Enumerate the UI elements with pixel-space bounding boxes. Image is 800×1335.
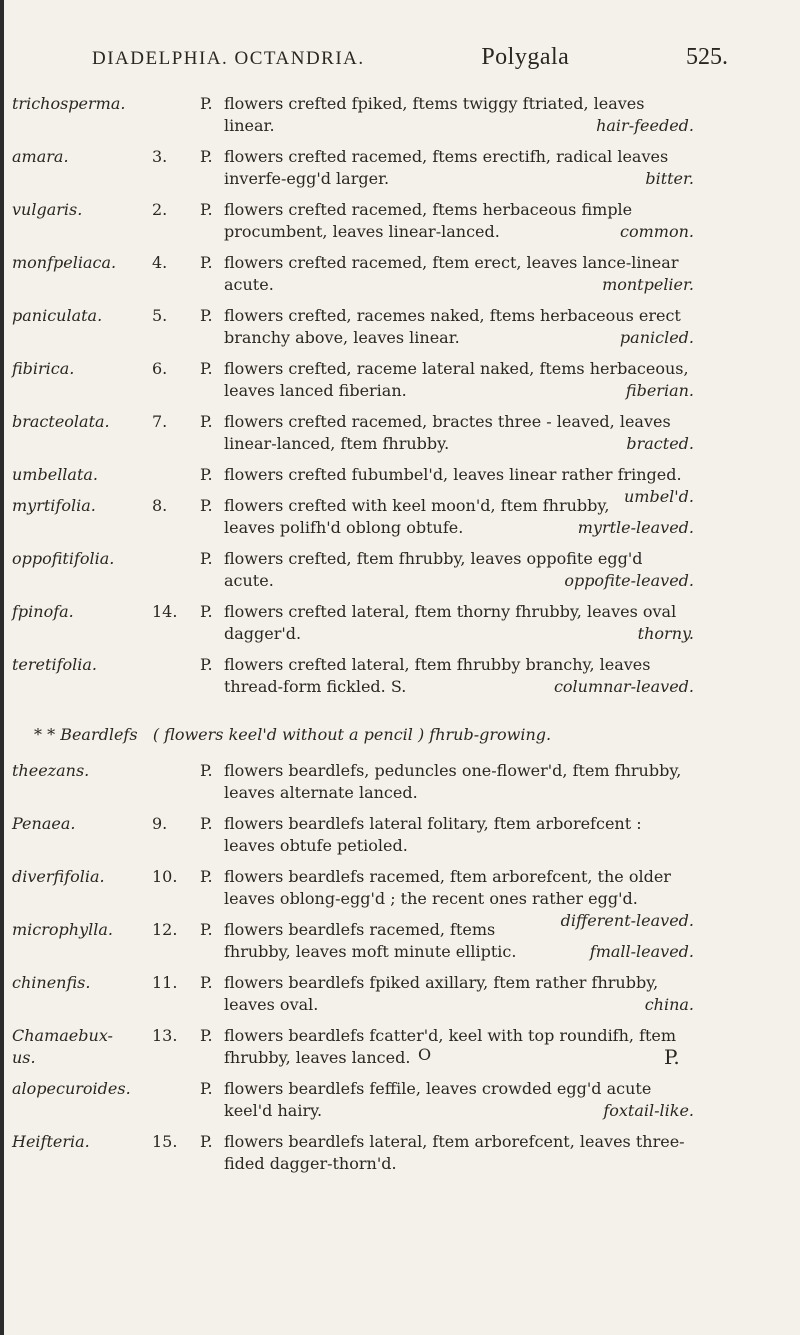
- species-entry: [0, 305, 800, 349]
- species-entry: [0, 972, 800, 1016]
- species-number: 14.: [152, 602, 178, 621]
- english-name: different-leaved.: [560, 911, 694, 930]
- species-description: flowers crefted racemed, ftems erectifh, radical leaves inverfe-egg'd larger. bitter.: [224, 147, 694, 188]
- species-entry: [0, 252, 800, 296]
- species-entry: [0, 1025, 800, 1069]
- genus-abbrev: P.: [200, 253, 213, 272]
- signature-mark: O: [418, 1045, 432, 1064]
- species-entry: [0, 1131, 800, 1175]
- species-name: fpinofa. 14.: [12, 602, 178, 621]
- genus-abbrev: P.: [200, 1132, 213, 1151]
- species-entry: [0, 199, 800, 243]
- english-name: bracted.: [626, 434, 694, 453]
- species-entry: [0, 654, 800, 698]
- species-name: oppofitifolia.: [12, 549, 115, 568]
- english-name: montpelier.: [602, 275, 694, 294]
- species-name: Heifteria. 15.: [12, 1132, 178, 1151]
- species-entry: [0, 93, 800, 137]
- species-name: Chamaebux- 13. us.: [12, 1026, 178, 1067]
- species-name: microphylla. 12.: [12, 920, 178, 939]
- english-name: thorny.: [637, 624, 694, 643]
- species-description: flowers crefted lateral, ftem fhrubby branchy, leaves thread-form fickled. S. columnar-leaved.: [224, 655, 694, 696]
- species-entry: [0, 919, 800, 963]
- species-description: flowers beardlefs racemed, ftems fhrubby, leaves moft minute elliptic. fmall-leaved.: [224, 920, 694, 961]
- species-name: amara. 3.: [12, 147, 168, 166]
- section-title: Beardlefs: [60, 725, 138, 744]
- species-description: flowers beardlefs lateral, ftem arborefcent, leaves three-fided dagger-thorn'd.: [224, 1132, 685, 1173]
- species-list: [0, 93, 800, 1184]
- species-description: flowers crefted lateral, ftem thorny fhrubby, leaves oval dagger'd. thorny.: [224, 602, 694, 643]
- catchword: P.: [664, 1045, 680, 1069]
- species-name: paniculata. 5.: [12, 306, 168, 325]
- english-name: hair-feeded.: [596, 116, 694, 135]
- species-number: 2.: [152, 200, 168, 219]
- species-name: umbellata.: [12, 465, 99, 484]
- english-name: common.: [620, 222, 694, 241]
- species-number: 9.: [152, 814, 168, 833]
- species-description: flowers beardlefs racemed, ftem arborefcent, the older leaves oblong-egg'd ; the recent ones rather egg'd. different-leaved.: [224, 867, 694, 930]
- genus-abbrev: P.: [200, 814, 213, 833]
- english-name: fiberian.: [625, 381, 694, 400]
- species-entry: [0, 601, 800, 645]
- species-name: diverfifolia. 10.: [12, 867, 178, 886]
- genus-abbrev: P.: [200, 465, 213, 484]
- species-description: flowers crefted fubumbel'd, leaves linear rather fringed. umbel'd.: [224, 465, 694, 506]
- species-entry: [0, 760, 800, 804]
- section-heading: * * Beardlefs ( flowers keel'd without a pencil ) fhrub-growing.: [34, 725, 552, 744]
- species-description: flowers crefted, ftem fhrubby, leaves oppofite egg'd acute. oppofite-leaved.: [224, 549, 694, 590]
- beardless-species: [0, 760, 800, 1184]
- species-entry: [0, 548, 800, 592]
- genus-abbrev: P.: [200, 200, 213, 219]
- species-description: flowers beardlefs fpiked axillary, ftem rather fhrubby, leaves oval. china.: [224, 973, 694, 1014]
- genus-abbrev: P.: [200, 94, 213, 113]
- species-description: flowers crefted racemed, ftem erect, leaves lance-linear acute. montpelier.: [224, 253, 694, 294]
- genus-abbrev: P.: [200, 867, 213, 886]
- genus-abbrev: P.: [200, 602, 213, 621]
- species-name: teretifolia.: [12, 655, 97, 674]
- species-description: flowers crefted fpiked, ftems twiggy ftriated, leaves linear. hair-feeded.: [224, 94, 694, 135]
- genus-abbrev: P.: [200, 973, 213, 992]
- species-description: flowers crefted, raceme lateral naked, ftems herbaceous, leaves lanced fiberian. fiberian.: [224, 359, 694, 400]
- species-name: monfpeliaca. 4.: [12, 253, 168, 272]
- running-title: DIADELPHIA. OCTANDRIA.: [92, 48, 365, 69]
- english-name: oppofite-leaved.: [564, 571, 694, 590]
- species-name: alopecuroides.: [12, 1079, 131, 1098]
- species-name: myrtifolia. 8.: [12, 496, 168, 515]
- species-number: 7.: [152, 412, 168, 431]
- section-note: ( flowers keel'd without a pencil ) fhrub-growing.: [152, 725, 552, 744]
- species-entry: [0, 146, 800, 190]
- genus-abbrev: P.: [200, 1079, 213, 1098]
- genus-abbrev: P.: [200, 761, 213, 780]
- english-name: umbel'd.: [623, 487, 694, 506]
- species-number: 12.: [152, 920, 178, 939]
- species-number: 5.: [152, 306, 168, 325]
- species-name: theezans.: [12, 761, 90, 780]
- genus-abbrev: P.: [200, 412, 213, 431]
- species-number: 6.: [152, 359, 168, 378]
- species-description: flowers crefted, racemes naked, ftems herbaceous erect branchy above, leaves linear. panicled.: [224, 306, 694, 347]
- genus-abbrev: P.: [200, 147, 213, 166]
- species-description: flowers beardlefs fcatter'd, keel with top roundifh, ftem fhrubby, leaves lanced.: [224, 1026, 677, 1067]
- species-name: chinenfis. 11.: [12, 973, 178, 992]
- page-number: 525.: [686, 44, 728, 70]
- species-description: flowers beardlefs lateral folitary, ftem arborefcent : leaves obtufe petioled.: [224, 814, 642, 855]
- species-name: bracteolata. 7.: [12, 412, 168, 431]
- species-number: 3.: [152, 147, 168, 166]
- species-name: trichosperma.: [12, 94, 126, 113]
- genus-abbrev: P.: [200, 496, 213, 515]
- species-entry: [0, 813, 800, 857]
- species-name: fibirica. 6.: [12, 359, 168, 378]
- english-name: foxtail-like.: [603, 1101, 694, 1120]
- genus-abbrev: P.: [200, 655, 213, 674]
- genus-abbrev: P.: [200, 359, 213, 378]
- species-description: flowers crefted with keel moon'd, ftem fhrubby, leaves polifh'd oblong obtufe. myrtle-leaved.: [224, 496, 694, 537]
- species-name: vulgaris. 2.: [12, 200, 168, 219]
- english-name: china.: [644, 995, 694, 1014]
- species-entry: [0, 411, 800, 455]
- species-number: 8.: [152, 496, 168, 515]
- species-name-continued: us.: [12, 1048, 36, 1067]
- english-name: myrtle-leaved.: [577, 518, 694, 537]
- genus-abbrev: P.: [200, 920, 213, 939]
- species-entry: [0, 1078, 800, 1122]
- english-name: bitter.: [645, 169, 694, 188]
- english-name: fmall-leaved.: [589, 942, 694, 961]
- species-description: flowers beardlefs, peduncles one-flower'd, ftem fhrubby, leaves alternate lanced.: [224, 761, 682, 802]
- genus-title: Polygala: [481, 44, 570, 70]
- crested-species: [0, 93, 800, 707]
- genus-abbrev: P.: [200, 306, 213, 325]
- species-description: flowers crefted racemed, ftems herbaceous fimple procumbent, leaves linear-lanced. common.: [224, 200, 694, 241]
- species-number: 10.: [152, 867, 178, 886]
- genus-abbrev: P.: [200, 549, 213, 568]
- species-entry: [0, 495, 800, 539]
- species-description: flowers beardlefs feffile, leaves crowded egg'd acute keel'd hairy. foxtail-like.: [224, 1079, 694, 1120]
- species-number: 13.: [152, 1026, 178, 1045]
- page-header: [92, 44, 728, 71]
- english-name: panicled.: [619, 328, 694, 347]
- species-name: Penaea. 9.: [12, 814, 168, 833]
- species-number: 4.: [152, 253, 168, 272]
- species-number: 15.: [152, 1132, 178, 1151]
- species-entry: [0, 358, 800, 402]
- species-number: 11.: [152, 973, 178, 992]
- genus-abbrev: P.: [200, 1026, 213, 1045]
- species-description: flowers crefted racemed, bractes three - leaved, leaves linear-lanced, ftem fhrubby. bracted.: [224, 412, 694, 453]
- english-name: columnar-leaved.: [553, 677, 694, 696]
